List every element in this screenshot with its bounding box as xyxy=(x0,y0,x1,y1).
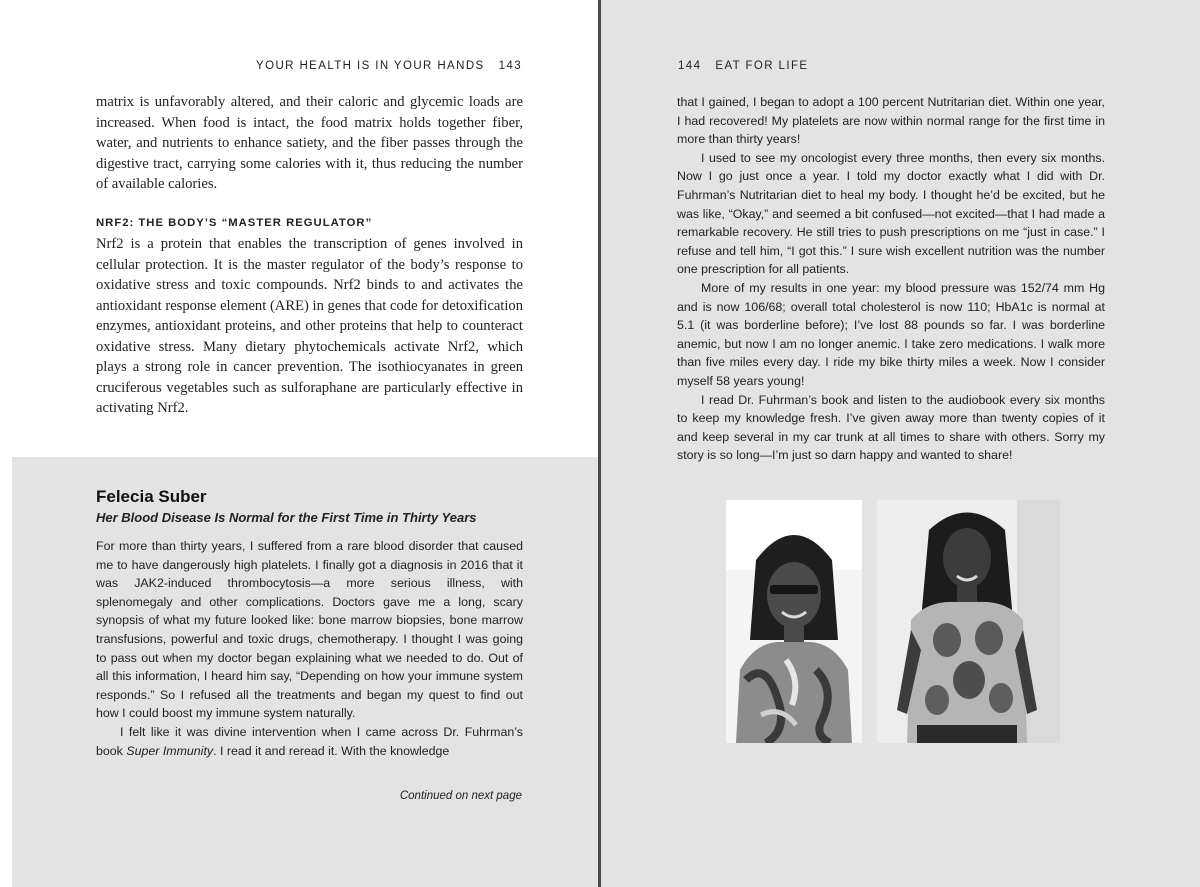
page-number: 143 xyxy=(498,60,522,72)
testimonial-paragraph: I read Dr. Fuhrman’s book and listen to the audiobook every six months to keep my knowledge fresh. I’ve given away more than twenty copies of it and keep several in my car trunk at all times to share with others. Sorry my story is so long—I’m just so darn happy and wanted to share! xyxy=(677,392,1105,463)
testimonial-paragraph: that I gained, I began to adopt a 100 percent Nutritarian diet. Within one year, I had recovered! My platelets are now within normal range for the first time in more than thirty years! xyxy=(677,95,1105,147)
paragraph-text-end: . I read it and reread it. With the knowledge xyxy=(213,743,450,758)
testimonial-paragraph: More of my results in one year: my blood pressure was 152/74 mm Hg and is now 106/68; overall total cholesterol is now 110; HbA1c is normal at 5.1 (it was borderline before); I’ve lost 88 pounds so far. I was borderline anemic, but now I am no longer anemic. I take zero medications. I walk more than five miles every day. I ride my bike thirty miles a week. Now I consider myself 58 years young! xyxy=(677,280,1105,388)
running-head-title: YOUR HEALTH IS IN YOUR HANDS xyxy=(256,60,485,72)
testimonial-sidebar xyxy=(12,457,598,887)
running-head-left xyxy=(256,60,522,72)
sidebar-title: Felecia Suber xyxy=(96,487,207,506)
portrait-photo-before xyxy=(726,500,862,743)
paragraph-text-start: I felt like it was divine intervention when I came across Dr. Fuhrman’s book xyxy=(96,724,523,758)
photo-illustration xyxy=(877,500,1060,743)
sidebar-paragraph: For more than thirty years, I suffered from a rare blood disorder that caused me to have dangerously high platelets. I finally got a diagnosis in 2016 that it was JAK2-induced thrombocytosis—a more serious illness, with splenomegaly and other complications. Doctors gave me a long, scary synopsis of what my future looked like: bone marrow biopsies, bone marrow transfusions, powerful and toxic drugs, chemotherapy. I thought I was going to pass out when my doctor began explaining what we needed to do. Out of all this information, I heard him say, “Depending on how your immune system responds.” So I refused all the treatments and began my quest to find out how I could boost my immune system naturally. xyxy=(96,539,523,721)
body-paragraph xyxy=(96,92,523,195)
photo-illustration xyxy=(726,500,862,743)
continued-note: Continued on next page xyxy=(399,790,522,802)
portrait-photo-after xyxy=(877,500,1060,743)
sidebar-subtitle: Her Blood Disease Is Normal for the First Time in Thirty Years xyxy=(96,510,477,525)
running-head-right xyxy=(678,60,808,72)
section-heading: NRF2: THE BODY’S “MASTER REGULATOR” xyxy=(96,217,373,229)
book-title: Super Immunity xyxy=(126,743,214,758)
testimonial-continued xyxy=(677,93,1105,465)
paragraph-text: matrix is unfavorably altered, and their caloric and glycemic loads are increased. When food is intact, the food matrix holds together fiber, water, and nutrients to enhance satiety, and the fiber passes through the digestive tract, carrying some calories with it, thus reducing the number of available calories. xyxy=(96,94,523,192)
right-page xyxy=(601,0,1200,887)
page-number: 144 xyxy=(678,60,702,72)
sidebar-body xyxy=(96,537,523,760)
body-paragraph xyxy=(96,234,523,419)
running-head-title: EAT FOR LIFE xyxy=(715,60,809,72)
testimonial-paragraph: I used to see my oncologist every three months, then every six months. Now I go just once a year. I told my doctor exactly what I did with Dr. Fuhrman’s Nutritarian diet to heal my body. I thought he’d be excited, but he was like, “Okay,” and seemed a bit confused—not excited—that I had made a remarkable recovery. He still tries to push prescriptions on me “just in case.” I refuse and tell him, “I got this.” I sure wish excellent nutrition was the number one prescription for all patients. xyxy=(677,150,1105,277)
sidebar-paragraph xyxy=(96,723,523,760)
paragraph-text: Nrf2 is a protein that enables the transcription of genes involved in cellular protection. It is the master regulator of the body’s response to oxidative stress and toxic compounds. Nrf2 binds to and activates the antioxidant response element (ARE) in genes that code for detoxification enzymes, antioxidant proteins, and other proteins that help to counteract oxidative stress. Many dietary phytochemicals activate Nrf2, which plays a strong role in cancer prevention. The isothiocyanates in green cruciferous vegetables such as sulforaphane are particularly effective in activating Nrf2. xyxy=(96,236,523,416)
